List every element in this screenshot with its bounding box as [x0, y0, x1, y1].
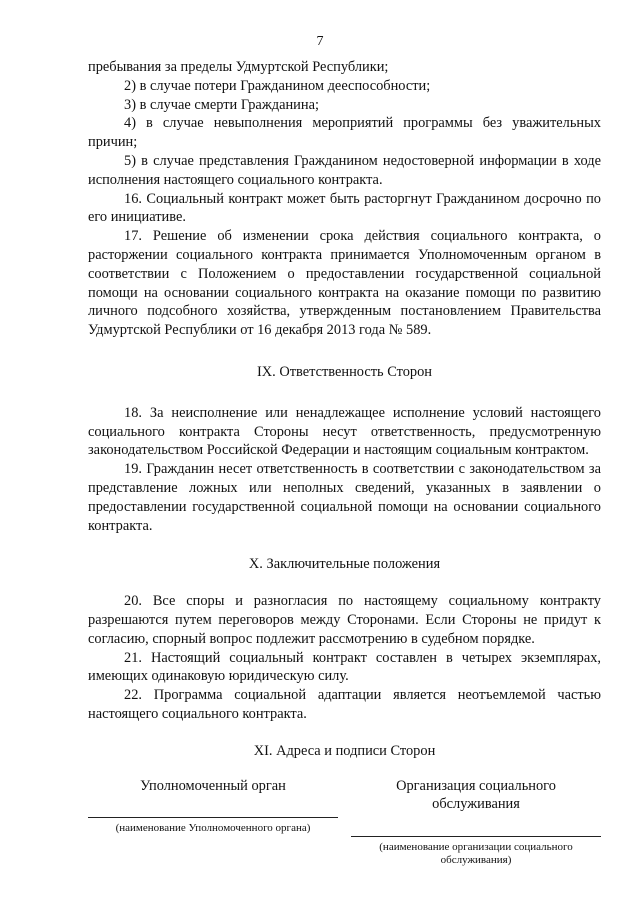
paragraph-item-4: 4) в случае невыполнения мероприятий программы без уважительных причин;	[88, 115, 601, 151]
paragraph-continuation: пребывания за пределы Удмуртской Республики;	[88, 59, 389, 75]
right-signature-line	[351, 836, 601, 837]
left-party-label: Уполномоченный орган	[140, 777, 286, 794]
paragraph-item-2: 2) в случае потери Гражданином дееспособности;	[124, 77, 431, 94]
left-signature-line	[88, 817, 338, 818]
signature-block	[88, 777, 601, 868]
paragraph-17: 17. Решение об изменении срока действия социального контракта, о расторжении социального контракта принимается Уполномоченным органом в соответствии с Положением о предоставлении государственной социальной помощи на основании социального контракта на оказание помощи по развитию личного подсобного хозяйства, утвержденным постановлением Правительства Удмуртской Республики от 16 декабря 2013 года № 589.	[88, 228, 601, 339]
section-xi-heading: XI. Адреса и подписи Сторон	[253, 742, 436, 759]
paragraph-16: 16. Социальный контракт может быть расторгнут Гражданином досрочно по его инициативе.	[88, 190, 601, 226]
signature-right	[351, 777, 601, 868]
document-body	[88, 58, 601, 867]
paragraph-20: 20. Все споры и разногласия по настоящему социальному контракту разрешаются путем переговоров между Сторонами. Если Стороны не придут к согласию, спорный вопрос подлежит рассмотрению в судебном порядке.	[88, 593, 601, 647]
paragraph-22: 22. Программа социальной адаптации является неотъемлемой частью настоящего социального контракта.	[88, 687, 601, 722]
paragraph-item-5: 5) в случае представления Гражданином недостоверной информации в ходе исполнения настоящего социального контракта.	[88, 152, 601, 188]
right-party-label: Организация социального обслуживания	[396, 777, 556, 813]
signature-left	[88, 777, 338, 868]
page-number: 7	[316, 34, 324, 49]
paragraph-18: 18. За неисполнение или ненадлежащее исполнение условий настоящего социального контракта Стороны несут ответственность, предусмотренную законодательством Российской Федерации и настоящим социальным контрактом.	[88, 404, 601, 459]
right-party-caption: (наименование организации социального обслуживания)	[379, 841, 573, 867]
paragraph-item-3: 3) в случае смерти Гражданина;	[124, 96, 319, 113]
paragraph-19: 19. Гражданин несет ответственность в соответствии с законодательством за представление ложных или неполных сведений, указанных в заявлении о предоставлении государственной социальной помощи на основании социального контракта.	[88, 461, 601, 534]
section-x-heading: X. Заключительные положения	[248, 556, 441, 573]
left-party-caption: (наименование Уполномоченного органа)	[115, 822, 311, 835]
section-ix-heading: IX. Ответственность Сторон	[257, 363, 432, 380]
paragraph-21: 21. Настоящий социальный контракт составлен в четырех экземплярах, имеющих одинаковую юридическую силу.	[88, 649, 601, 685]
